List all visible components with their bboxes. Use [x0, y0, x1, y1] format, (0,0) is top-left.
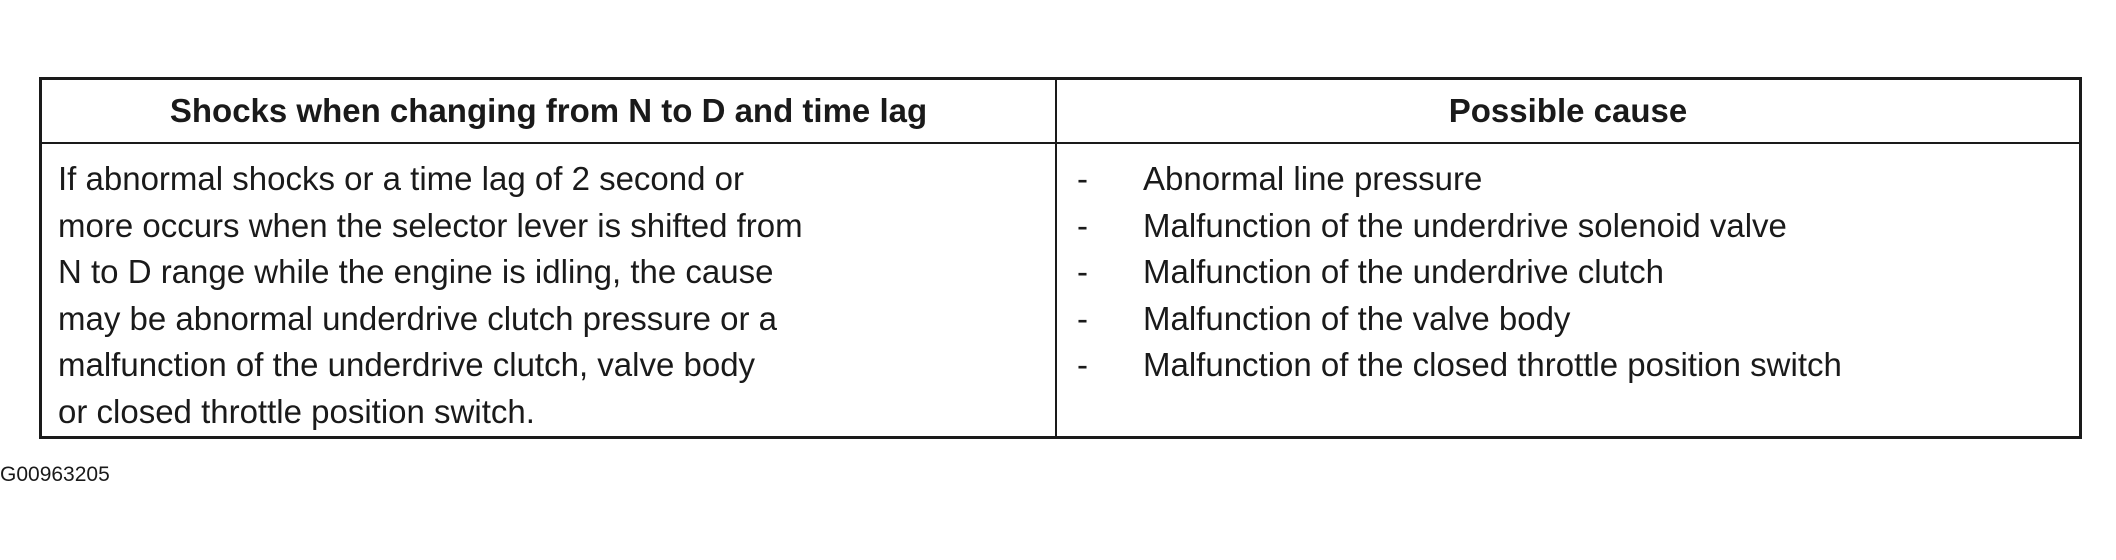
cause-text: Abnormal line pressure: [1143, 160, 1483, 197]
bullet-dash: -: [1077, 253, 1088, 290]
cause-text: Malfunction of the closed throttle position switch: [1143, 346, 1842, 383]
bullet-dash: -: [1077, 206, 1088, 244]
possible-cause-cell: [1057, 144, 2079, 436]
cause-item: [1057, 249, 2079, 296]
cause-item: [1057, 342, 2079, 389]
description-line: may be abnormal underdrive clutch pressure or a: [58, 299, 778, 337]
description-line: malfunction of the underdrive clutch, valve body: [58, 346, 756, 383]
header-possible-cause: Possible cause: [1057, 80, 2079, 144]
description-line: more occurs when the selector lever is shifted from: [58, 206, 803, 244]
cause-item: [1057, 156, 2079, 203]
description-line: or closed throttle position switch.: [58, 392, 535, 430]
bullet-dash: -: [1077, 160, 1088, 197]
diagnosis-table: [39, 77, 2082, 439]
symptom-description: [42, 144, 1057, 436]
bullet-dash: -: [1077, 346, 1088, 383]
header-symptom: Shocks when changing from N to D and time lag: [42, 80, 1057, 144]
bullet-dash: -: [1077, 299, 1088, 337]
description-line: N to D range while the engine is idling, the cause: [58, 253, 774, 290]
cause-list: [1057, 156, 2079, 389]
cause-text: Malfunction of the underdrive clutch: [1143, 253, 1664, 290]
cause-text: Malfunction of the valve body: [1143, 299, 1571, 337]
cause-item: [1057, 296, 2079, 343]
cause-text: Malfunction of the underdrive solenoid valve: [1143, 206, 1787, 244]
cause-item: [1057, 203, 2079, 250]
description-line: If abnormal shocks or a time lag of 2 second or: [58, 160, 745, 197]
figure-code: G00963205: [0, 463, 110, 486]
